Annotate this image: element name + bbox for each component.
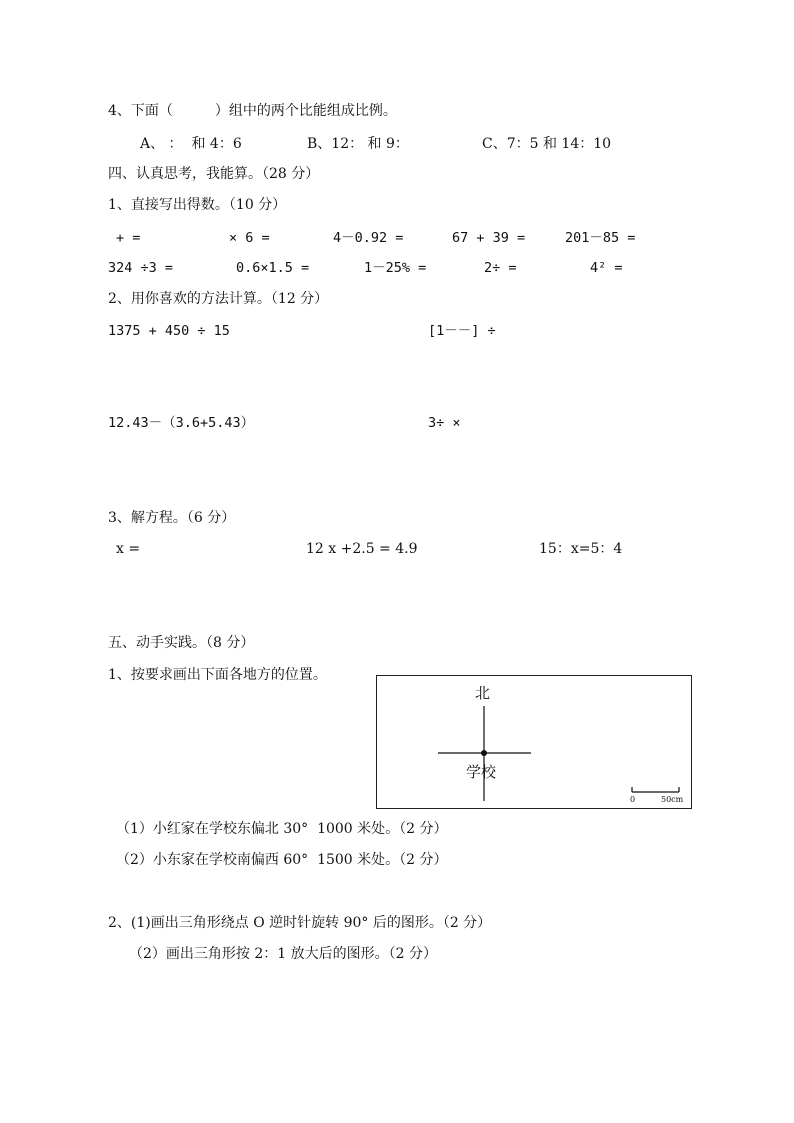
scale-length: 50cm bbox=[661, 795, 684, 804]
equation-1: x = bbox=[116, 541, 141, 557]
section4-p1-title: 1、直接写出得数。（10 分） bbox=[108, 197, 287, 213]
calc-r1-c1: + = bbox=[116, 230, 141, 246]
map-drawing bbox=[377, 676, 693, 810]
school-label: 学校 bbox=[466, 763, 497, 781]
q4-option-b: B、12： 和 9： bbox=[307, 136, 409, 152]
section4-p2-title: 2、用你喜欢的方法计算。（12 分） bbox=[108, 291, 329, 307]
section5-p2-sub1: 2、(1)画出三角形绕点 O 逆时针旋转 90° 后的图形。（2 分） bbox=[108, 915, 492, 931]
calc-r2-c4: 2÷ = bbox=[484, 260, 517, 276]
section5-title: 五、动手实践。（8 分） bbox=[108, 635, 255, 651]
scale-zero: 0 bbox=[630, 795, 636, 804]
q4-option-a: A、 ： 和 4：6 bbox=[140, 136, 242, 152]
section5-p1-title: 1、按要求画出下面各地方的位置。 bbox=[108, 667, 327, 683]
section5-p2-sub2: （2）画出三角形按 2：1 放大后的图形。（2 分） bbox=[129, 946, 437, 962]
equation-2: 12 x +2.5 = 4.9 bbox=[306, 541, 418, 557]
calc-r2-c1: 324 ÷3 = bbox=[108, 260, 174, 276]
q4-stem: 4、下面（ ）组中的两个比能组成比例。 bbox=[108, 103, 397, 119]
school-point bbox=[481, 750, 487, 756]
compute-item-1: 1375 + 450 ÷ 15 bbox=[108, 323, 230, 339]
compute-item-2: [1－－] ÷ bbox=[428, 323, 496, 339]
section5-p1-sub1: （1）小红家在学校东偏北 30° 1000 米处。（2 分） bbox=[116, 821, 448, 837]
calc-r2-c5: 4² = bbox=[590, 260, 623, 276]
north-label: 北 bbox=[475, 684, 491, 702]
compute-item-4: 3÷ × bbox=[428, 415, 461, 431]
calc-r2-c2: 0.6×1.5 = bbox=[236, 260, 310, 276]
calc-r1-c3: 4－0.92 = bbox=[333, 230, 404, 246]
compute-item-3: 12.43－（3.6+5.43） bbox=[108, 415, 255, 431]
q4-option-c: C、7：5 和 14：10 bbox=[482, 136, 612, 152]
section4-p3-title: 3、解方程。（6 分） bbox=[108, 510, 236, 526]
position-map bbox=[376, 675, 692, 809]
calc-r1-c4: 67 + 39 = bbox=[452, 230, 526, 246]
section5-p1-sub2: （2）小东家在学校南偏西 60° 1500 米处。（2 分） bbox=[116, 852, 448, 868]
calc-r2-c3: 1－25% = bbox=[364, 260, 427, 276]
equation-3: 15：x=5：4 bbox=[539, 541, 623, 557]
calc-r1-c5: 201－85 = bbox=[565, 230, 636, 246]
calc-r1-c2: × 6 = bbox=[229, 230, 270, 246]
section4-title: 四、认真思考，我能算。（28 分） bbox=[108, 166, 320, 182]
